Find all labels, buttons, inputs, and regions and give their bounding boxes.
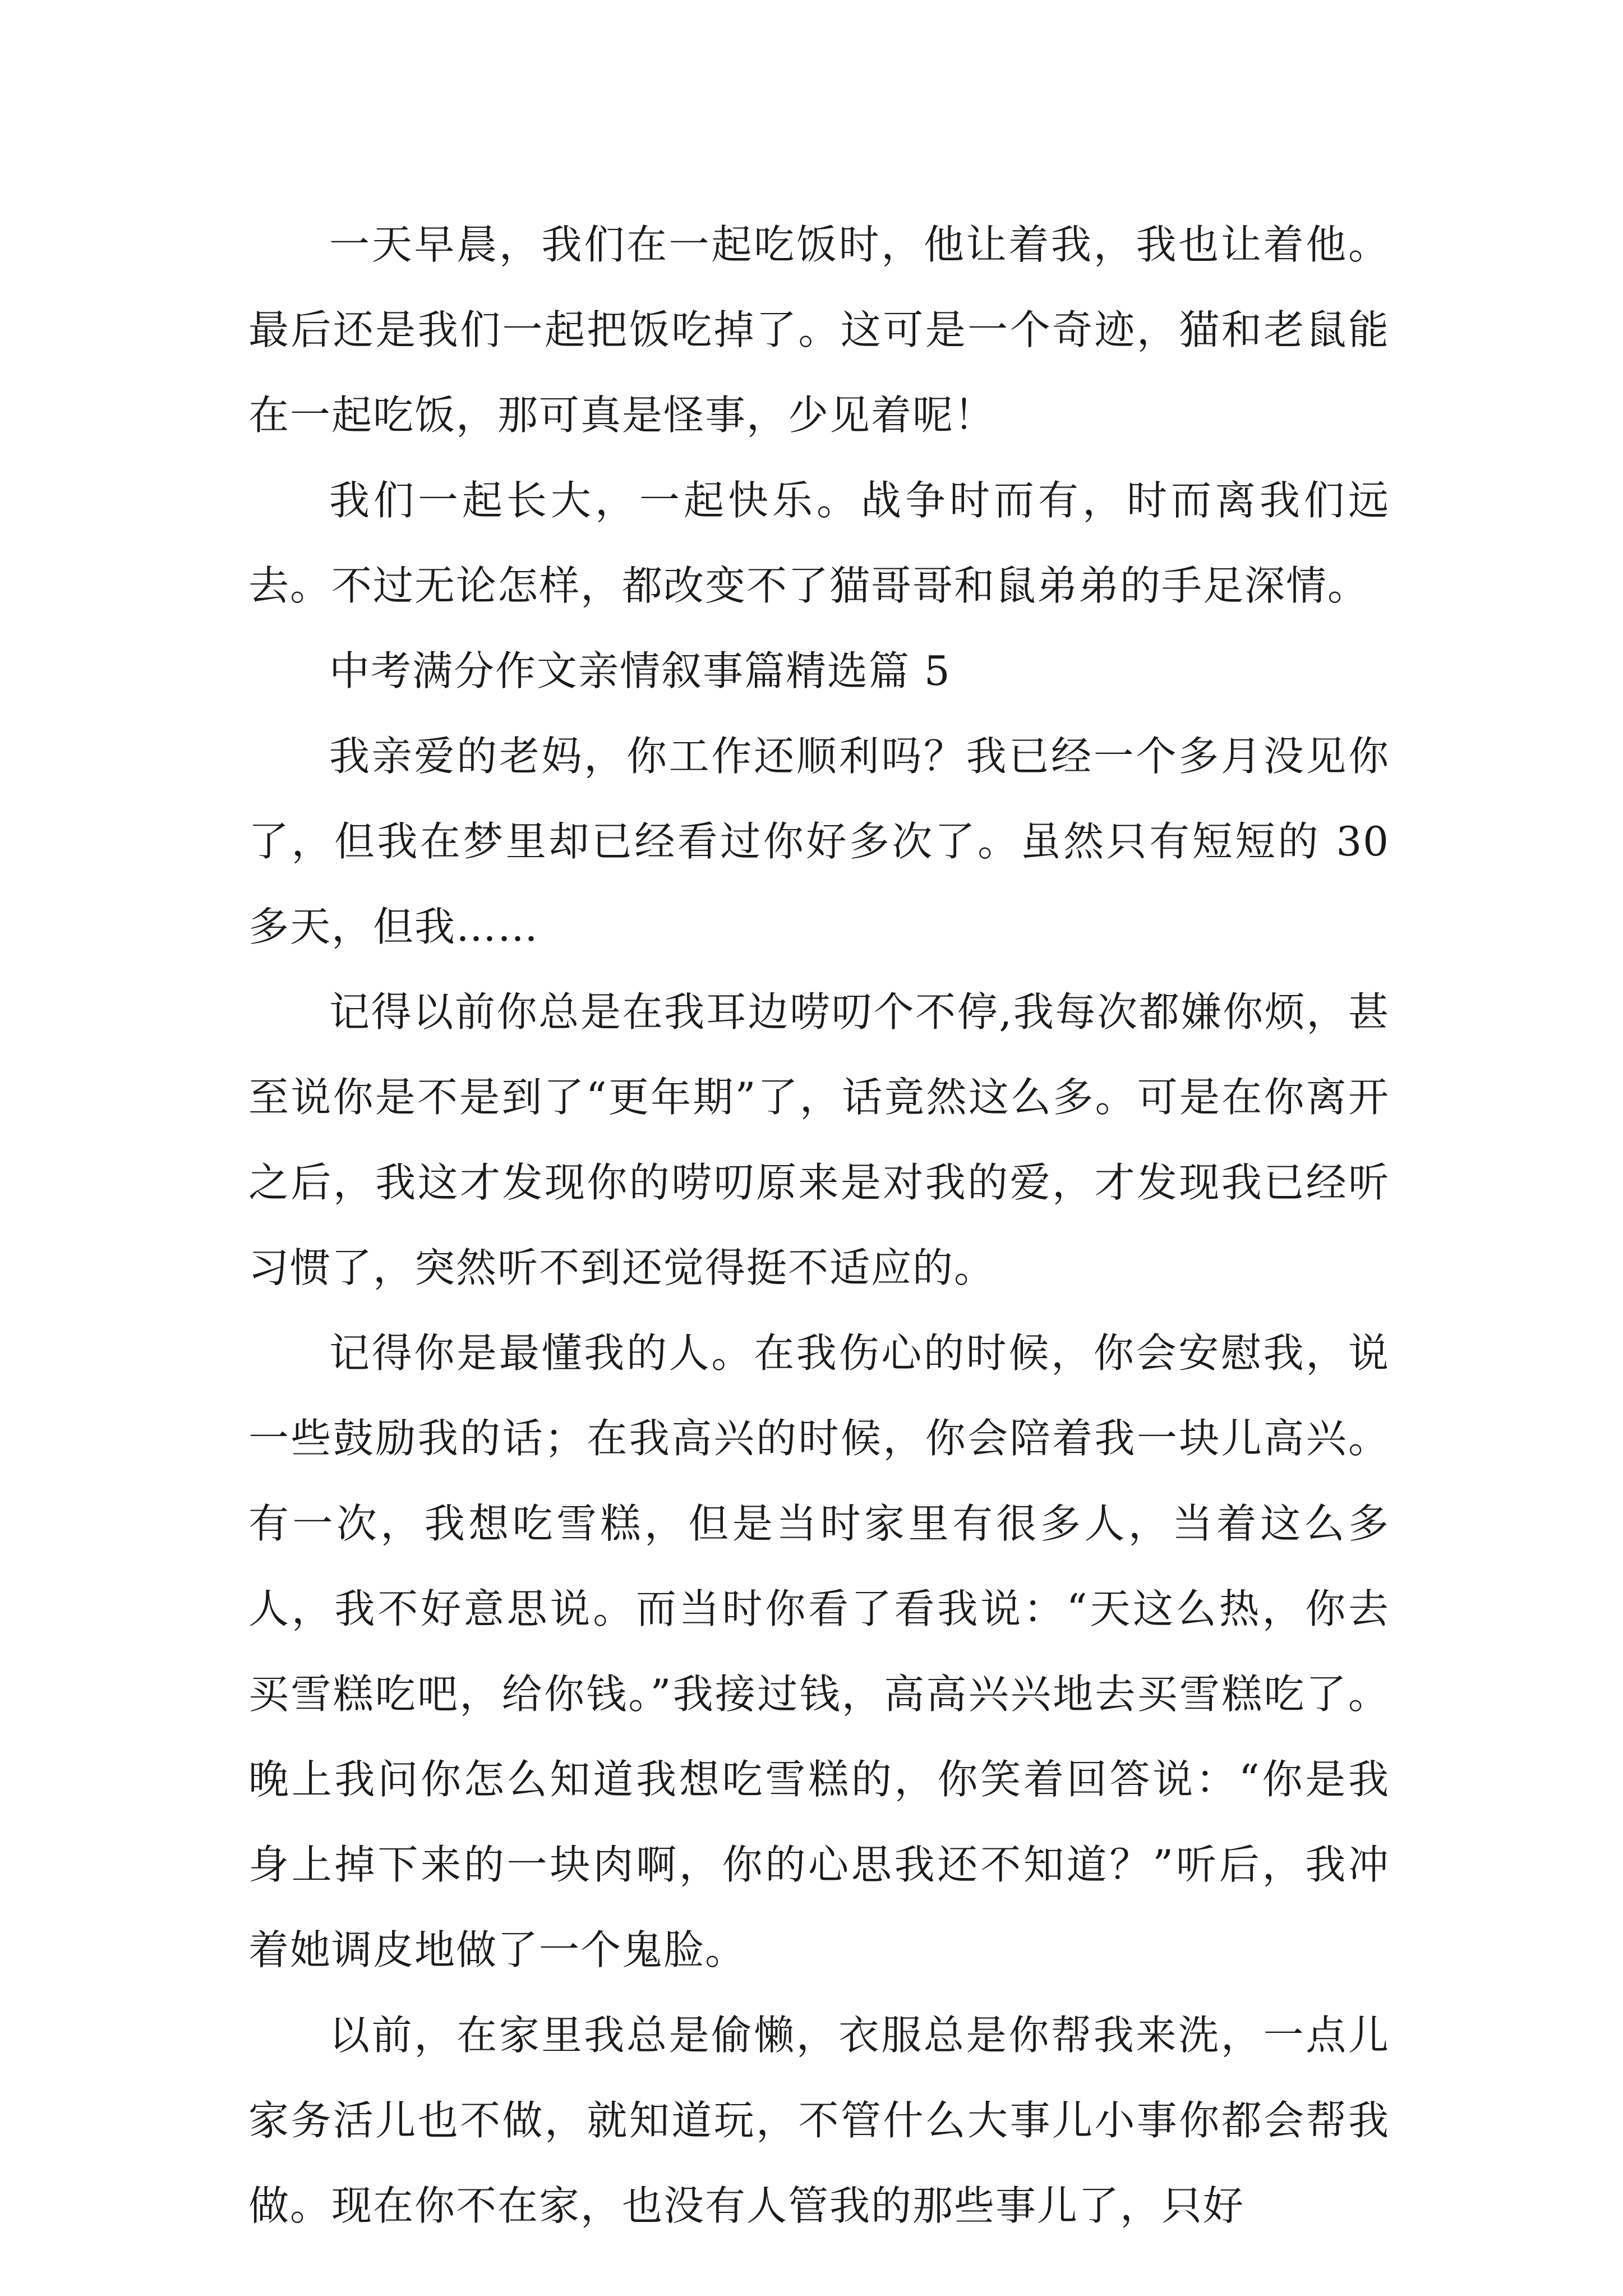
- paragraph-growing-up: 我们一起长大，一起快乐。战争时而有，时而离我们远去。不过无论怎样，都改变不了猫哥哥和鼠弟弟的手足深情。: [248, 477, 1390, 609]
- paragraph-dear-mom: 我亲爱的老妈，你工作还顺利吗？我已经一个多月没见你了，但我在梦里却已经看过你好多次了。虽然只有短短的 30 多天，但我……: [248, 733, 1390, 950]
- section-title: 中考满分作文亲情叙事篇精选篇 5: [329, 647, 951, 694]
- paragraph-ice-cream: 记得你是最懂我的人。在我伤心的时候，你会安慰我，说一些鼓励我的话；在我高兴的时候，你会陪着我一块儿高兴。有一次，我想吃雪糕，但是当时家里有很多人，当着这么多人，我不好意思说。而当时你看了看我说：“天这么热，你去买雪糕吃吧，给你钱。”我接过钱，高高兴兴地去买雪糕吃了。晚上我问你怎么知道我想吃雪糕的，你笑着回答说：“你是我身上掉下来的一块肉啊，你的心思我还不知道？”听后，我冲着她调皮地做了一个鬼脸。: [248, 1329, 1390, 1973]
- paragraph-chores: 以前，在家里我总是偷懒，衣服总是你帮我来洗，一点儿家务活儿也不做，就知道玩，不管什么大事儿小事你都会帮我做。现在你不在家，也没有人管我的那些事儿了，只好: [248, 2012, 1390, 2229]
- paragraph-nagging: 记得以前你总是在我耳边唠叨个不停,我每次都嫌你烦，甚至说你是不是到了“更年期”了，话竟然这么多。可是在你离开之后，我这才发现你的唠叨原来是对我的爱，才发现我已经听习惯了，突然听不到还觉得挺不适应的。: [248, 988, 1390, 1291]
- paragraph-breakfast: 一天早晨，我们在一起吃饭时，他让着我，我也让着他。最后还是我们一起把饭吃掉了。这可是一个奇迹，猫和老鼠能在一起吃饭，那可真是怪事，少见着呢！: [248, 221, 1390, 439]
- document-body: [248, 202, 1390, 2248]
